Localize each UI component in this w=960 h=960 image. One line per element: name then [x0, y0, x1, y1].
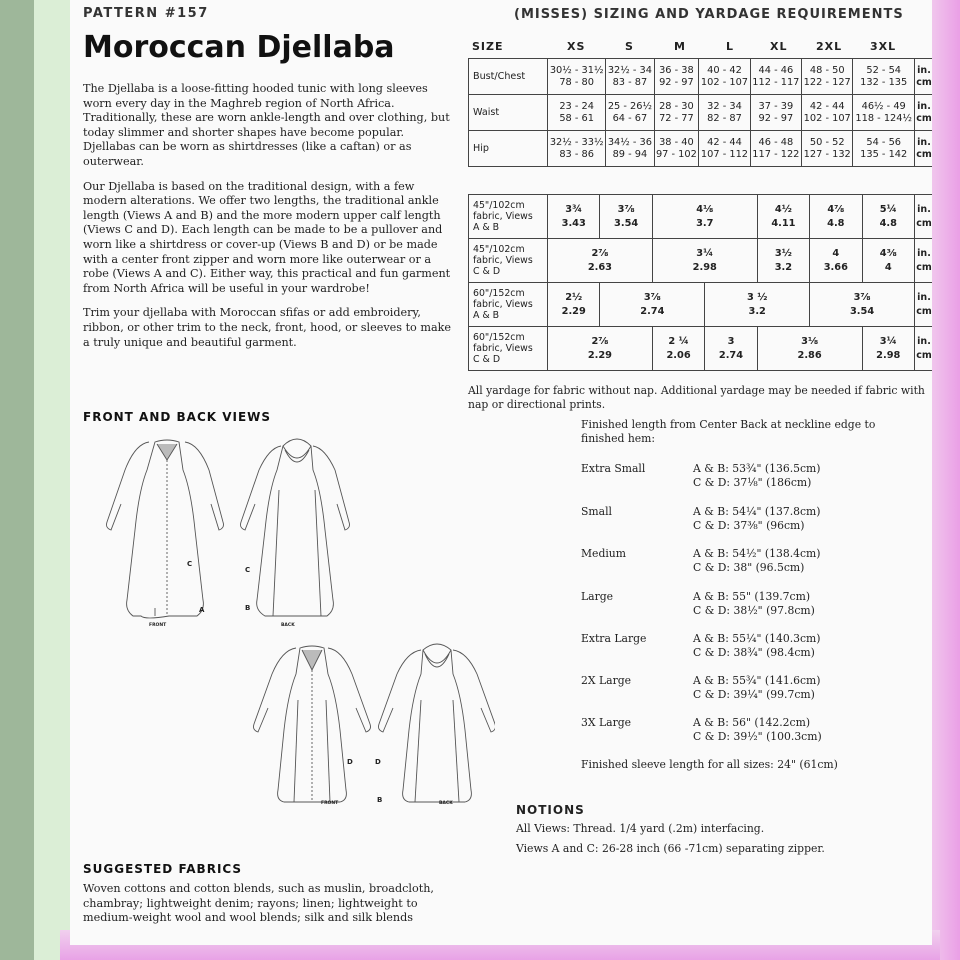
table-cell: 42 - 44 107 - 112	[699, 131, 750, 167]
size-header-label: SIZE	[472, 40, 504, 53]
table-cell: 3⅞ 2.74	[600, 283, 705, 327]
back-view-short	[379, 644, 496, 802]
intro-paragraph: The Djellaba is a loose-fitting hooded tunic with long sleeves worn every day in the Maghreb region of North Africa. Traditionally, these are worn ankle-length and over clothing, but today slimmer and shorter shapes have become popular. Djellabas can be worn as shirtdresses (like a caftan) or as outerwear.	[83, 82, 450, 168]
row-label: Hip	[469, 131, 548, 167]
length-values: A & B: 54½" (138.4cm) C & D: 38" (96.5cm)	[693, 547, 821, 574]
table-cell: 4⅜ 4	[862, 239, 914, 283]
table-cell: 2⅞ 2.63	[548, 239, 653, 283]
views-heading: FRONT AND BACK VIEWS	[83, 410, 272, 424]
finished-length-intro: Finished length from Center Back at neckline edge to finished hem:	[581, 418, 876, 445]
table-cell: 30½ - 31½ 78 - 80	[548, 59, 606, 95]
row-label: 60"/152cm fabric, Views A & B	[469, 283, 548, 327]
notions-heading: NOTIONS	[516, 803, 585, 817]
table-cell: 4⅞ 4.8	[810, 195, 862, 239]
row-label: 45"/102cm fabric, Views C & D	[469, 239, 548, 283]
table-cell: 36 - 38 92 - 97	[654, 59, 699, 95]
table-cell: 5¼ 4.8	[862, 195, 914, 239]
front-view-short	[254, 646, 371, 802]
view-label-b: B	[245, 604, 251, 612]
size-name: Medium	[581, 547, 627, 560]
table-cell: 50 - 52 127 - 132	[802, 131, 853, 167]
table-cell: 23 - 24 58 - 61	[548, 95, 606, 131]
row-label: Waist	[469, 95, 548, 131]
notions-line: Views A and C: 26-28 inch (66 -71cm) separating zipper.	[516, 842, 825, 855]
table-cell: 28 - 30 72 - 77	[654, 95, 699, 131]
table-row	[469, 283, 933, 327]
view-label-d: D	[347, 758, 353, 766]
length-values: A & B: 54¼" (137.8cm) C & D: 37⅜" (96cm)	[693, 505, 821, 532]
unit-cell: in. cm	[915, 195, 933, 239]
table-cell: 32 - 34 82 - 87	[699, 95, 750, 131]
sleeve-length: Finished sleeve length for all sizes: 24" (61cm)	[581, 758, 838, 771]
table-cell: 40 - 42 102 - 107	[699, 59, 750, 95]
view-label-d: D	[375, 758, 381, 766]
front-caption: FRONT	[321, 801, 339, 806]
table-cell: 2⅞ 2.29	[548, 327, 653, 371]
fabrics-heading: SUGGESTED FABRICS	[83, 862, 243, 876]
table-cell: 44 - 46 112 - 117	[750, 59, 801, 95]
length-values: A & B: 53¾" (136.5cm) C & D: 37⅛" (186cm)	[693, 462, 821, 489]
table-row	[469, 195, 933, 239]
length-values: A & B: 56" (142.2cm) C & D: 39½" (100.3cm)	[693, 716, 822, 743]
table-cell: 38 - 40 97 - 102	[654, 131, 699, 167]
table-row	[469, 327, 933, 371]
requirements-title: (MISSES) SIZING AND YARDAGE REQUIREMENTS	[514, 7, 904, 22]
row-label: 45"/102cm fabric, Views A & B	[469, 195, 548, 239]
fabrics-text: Woven cottons and cotton blends, such as muslin, broadcloth, chambray; lightweight denim; rayons; linen; lightweight to medium-weight wool and wool blends; silk and silk blends	[83, 882, 434, 925]
table-cell: 3¼ 2.98	[862, 327, 914, 371]
size-column-header: XL	[770, 40, 788, 53]
table-cell: 3⅞ 3.54	[810, 283, 915, 327]
unit-cell: in. cm	[915, 239, 933, 283]
table-cell: 3⅞ 3.54	[600, 195, 652, 239]
size-column-header: S	[625, 40, 634, 53]
table-row	[469, 95, 933, 131]
row-label: 60"/152cm fabric, Views C & D	[469, 327, 548, 371]
table-cell: 32½ - 33½ 83 - 86	[548, 131, 606, 167]
yardage-table	[468, 194, 932, 371]
size-name: Small	[581, 505, 612, 518]
table-cell: 4⅛ 3.7	[652, 195, 757, 239]
unit-cell: in. cm	[915, 95, 933, 131]
table-cell: 54 - 56 135 - 142	[853, 131, 915, 167]
size-column-header: 2XL	[816, 40, 843, 53]
back-view-long	[241, 439, 350, 616]
view-label-a: A	[199, 606, 205, 614]
table-cell: 3⅛ 2.86	[757, 327, 862, 371]
size-name: 2X Large	[581, 674, 632, 687]
unit-cell: in. cm	[915, 59, 933, 95]
size-name: 3X Large	[581, 716, 632, 729]
table-cell: 4 3.66	[810, 239, 862, 283]
view-label-c: C	[245, 566, 251, 574]
table-row	[469, 239, 933, 283]
row-label: Bust/Chest	[469, 59, 548, 95]
yardage-note: All yardage for fabric without nap. Additional yardage may be needed if fabric with nap or directional prints.	[468, 384, 925, 411]
back-caption: BACK	[281, 623, 295, 628]
pattern-page	[70, 0, 932, 945]
table-cell: 4½ 4.11	[757, 195, 809, 239]
unit-cell: in. cm	[915, 283, 933, 327]
length-values: A & B: 55" (139.7cm) C & D: 38½" (97.8cm)	[693, 590, 815, 617]
front-caption: FRONT	[149, 623, 167, 628]
table-cell: 34½ - 36 89 - 94	[606, 131, 654, 167]
size-column-header: L	[726, 40, 735, 53]
left-edge	[0, 0, 34, 960]
size-name: Extra Small	[581, 462, 646, 475]
table-cell: 46 - 48 117 - 122	[750, 131, 801, 167]
view-label-b: B	[377, 796, 383, 804]
notions-line: All Views: Thread. 1/4 yard (.2m) interfacing.	[516, 822, 765, 835]
table-cell: 42 - 44 102 - 107	[802, 95, 853, 131]
size-column-header: XS	[567, 40, 586, 53]
table-cell: 25 - 26½ 64 - 67	[606, 95, 654, 131]
size-column-header: 3XL	[870, 40, 897, 53]
length-values: A & B: 55¾" (141.6cm) C & D: 39¼" (99.7cm)	[693, 674, 821, 701]
table-cell: 48 - 50 122 - 127	[802, 59, 853, 95]
table-cell: 3 2.74	[705, 327, 757, 371]
view-label-c: C	[187, 560, 193, 568]
table-cell: 3¾ 3.43	[548, 195, 600, 239]
table-cell: 37 - 39 92 - 97	[750, 95, 801, 131]
garment-illustrations	[95, 430, 495, 830]
front-view-long	[107, 440, 224, 618]
body-measurements-table	[468, 58, 932, 167]
table-cell: 3 ½ 3.2	[705, 283, 810, 327]
table-cell: 2 ¼ 2.06	[652, 327, 704, 371]
intro-text	[83, 82, 455, 360]
page-title: Moroccan Djellaba	[83, 30, 395, 65]
length-values: A & B: 55¼" (140.3cm) C & D: 38¾" (98.4cm)	[693, 632, 821, 659]
unit-cell: in. cm	[915, 327, 933, 371]
unit-cell: in. cm	[915, 131, 933, 167]
pattern-number: PATTERN #157	[83, 6, 209, 21]
size-name: Extra Large	[581, 632, 647, 645]
intro-paragraph: Our Djellaba is based on the traditional design, with a few modern alterations. We offer two lengths, the traditional ankle length (Views A and B) and the more modern upper calf length (Views C and D). Each length can be made to be a pullover and worn like a shirtdress or cover-up (Views B and D) or be made with a center front zipper and worn more like outerwear or a robe (Views A and C). Either way, this practical and fun garment from North Africa will be useful in your wardrobe!	[83, 179, 451, 295]
table-cell: 3½ 3.2	[757, 239, 809, 283]
intro-paragraph: Trim your djellaba with Moroccan sfifas or add embroidery, ribbon, or other trim to the neck, front, hood, or sleeves to make a truly unique and beautiful garment.	[83, 306, 452, 349]
table-cell: 3¼ 2.98	[652, 239, 757, 283]
table-cell: 2½ 2.29	[548, 283, 600, 327]
table-row	[469, 131, 933, 167]
back-caption: BACK	[439, 801, 453, 806]
size-column-header: M	[674, 40, 686, 53]
table-row	[469, 59, 933, 95]
table-cell: 32½ - 34 83 - 87	[606, 59, 654, 95]
table-cell: 46½ - 49 118 - 124½	[853, 95, 915, 131]
table-cell: 52 - 54 132 - 135	[853, 59, 915, 95]
size-name: Large	[581, 590, 614, 603]
